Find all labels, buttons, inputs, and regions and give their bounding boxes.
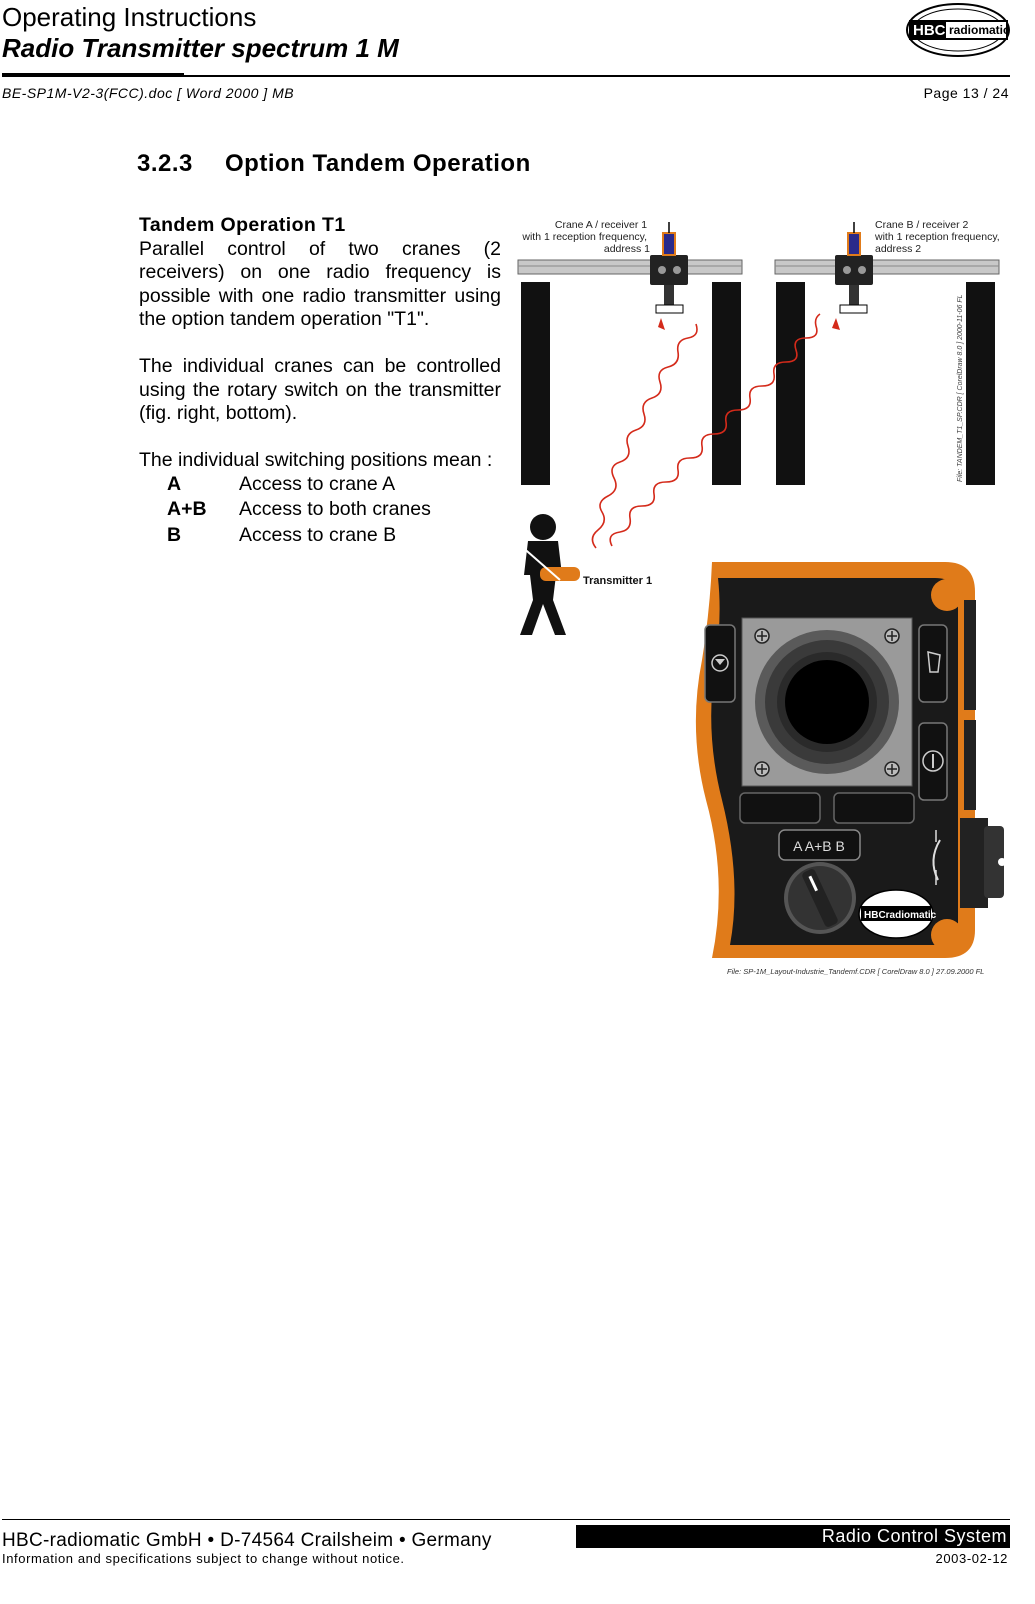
file-note-bottom: File: SP-1M_Layout-Industrie_Tandemf.CDR [ CorelDraw 8.0 ] 27.09.2000 FL bbox=[727, 967, 985, 976]
option-text: Access to both cranes bbox=[239, 498, 431, 520]
option-key: A bbox=[167, 472, 182, 495]
paragraph-1: Parallel control of two cranes (2 receivers) on one radio frequency is possible with one radio transmitter using the option tandem operation "T1". bbox=[139, 237, 501, 330]
footer-system-label: Radio Control System bbox=[821, 1526, 1007, 1546]
operator-figure bbox=[520, 514, 580, 635]
paragraph-3: The individual switching positions mean : bbox=[139, 449, 493, 471]
crane-b bbox=[775, 222, 999, 485]
header-title: Operating Instructions bbox=[2, 2, 257, 32]
document-reference: BE-SP1M-V2-3(FCC).doc [ Word 2000 ] MB bbox=[2, 85, 295, 101]
header-subtitle: Radio Transmitter spectrum 1 M bbox=[2, 33, 399, 63]
section-title: Option Tandem Operation bbox=[225, 150, 531, 177]
page-number: Page 13 / 24 bbox=[923, 85, 1009, 101]
option-key: A+B bbox=[167, 498, 207, 520]
device-logo-text: HBCradiomatic bbox=[864, 910, 937, 921]
signal-arrow-a bbox=[658, 318, 665, 330]
footer-notice: Information and specifications subject to change without notice. bbox=[2, 1551, 405, 1566]
footer-rule bbox=[2, 1519, 1010, 1520]
svg-text:HBC: HBC bbox=[913, 22, 946, 39]
transmitter-label: Transmitter 1 bbox=[583, 575, 653, 587]
footer-company: HBC-radiomatic GmbH • D-74564 Crailsheim • Germany bbox=[2, 1530, 492, 1551]
paragraph-2: The individual cranes can be controlled using the rotary switch on the transmitter (fig. right, bottom). bbox=[139, 355, 501, 424]
transmitter-device bbox=[696, 562, 1006, 958]
option-row bbox=[139, 473, 501, 499]
option-row bbox=[139, 498, 501, 524]
option-text: Access to crane B bbox=[239, 523, 397, 546]
option-row bbox=[139, 524, 501, 550]
crane-b-caption: Crane B / receiver 2 with 1 reception frequency, address 2 bbox=[875, 219, 1000, 255]
signal-arrow-b bbox=[832, 318, 840, 330]
crane-a bbox=[518, 222, 742, 485]
switch-positions-label: A A+B B bbox=[793, 838, 845, 854]
tandem-figure bbox=[515, 210, 1015, 980]
section-heading bbox=[137, 150, 531, 178]
hbc-radiomatic-logo bbox=[906, 2, 1011, 58]
footer-date: 2003-02-12 bbox=[935, 1551, 1008, 1566]
option-key: B bbox=[167, 523, 182, 546]
header-rule bbox=[2, 75, 1010, 77]
option-text: Access to crane A bbox=[239, 472, 396, 495]
subheading: Tandem Operation T1 bbox=[139, 214, 346, 236]
signal-wave-a bbox=[592, 324, 697, 548]
file-note-top: File: TANDEM_T1_SP.CDR [ CorelDraw 8.0 ] 2000-11-06 FL bbox=[957, 294, 964, 482]
crane-a-caption: Crane A / receiver 1 with 1 reception frequency, address 1 bbox=[522, 219, 650, 255]
section-number: 3.2.3 bbox=[137, 150, 193, 177]
body-text bbox=[139, 214, 501, 549]
svg-text:radiomatic: radiomatic bbox=[949, 23, 1010, 37]
